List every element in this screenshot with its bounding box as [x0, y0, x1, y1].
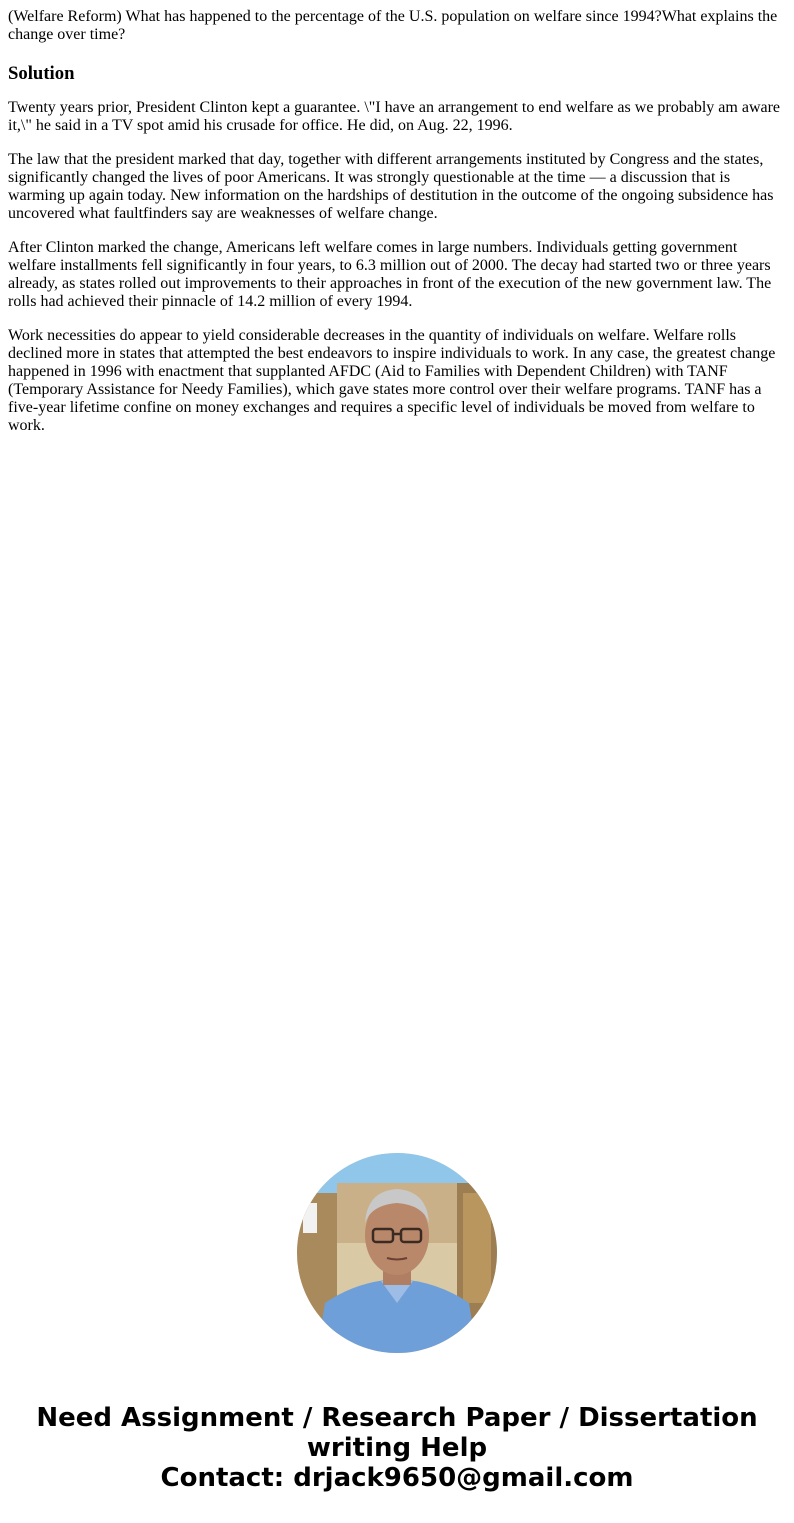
author-avatar [297, 1153, 497, 1353]
person-photo-icon [297, 1153, 497, 1353]
document-body [8, 8, 786, 451]
promo-contact: Contact: drjack9650@gmail.com [160, 1463, 634, 1493]
solution-paragraph-1: Twenty years prior, President Clinton kept a guarantee. \"I have an arrangement to end welfare as we probably am aware it,\" he said in a TV spot amid his crusade for office. He did, on Aug. 22, 1996. [8, 99, 781, 134]
solution-paragraph-4: Work necessities do appear to yield considerable decreases in the quantity of individuals on welfare. Welfare rolls declined more in states that attempted the best endeavors to inspire individuals to work. In any case, the greatest change happened in 1996 with enactment that supplanted AFDC (Aid to Families with Dependent Children) with TANF (Temporary Assistance for Needy Families), which gave states more control over their welfare programs. TANF has a five-year lifetime confine on money exchanges and requires a specific level of individuals be moved from welfare to work. [8, 327, 776, 434]
solution-paragraph-2: The law that the president marked that day, together with different arrangements instituted by Congress and the states, significantly changed the lives of poor Americans. It was strongly questionable at the time — a discussion that is warming up again today. New information on the hardships of destitution in the outcome of the ongoing subsidence has uncovered what faultfinders say are weaknesses of welfare change. [8, 151, 774, 222]
promo-banner [0, 1403, 794, 1493]
question-text: (Welfare Reform) What has happened to the percentage of the U.S. population on welfare since 1994?What explains the change over time? [8, 8, 778, 43]
solution-paragraph-3: After Clinton marked the change, Americans left welfare comes in large numbers. Individuals getting government welfare installments fell significantly in four years, to 6.3 million out of 2000. The decay had started two or three years already, as states rolled out improvements to their approaches in front of the execution of the new government law. The rolls had achieved their pinnacle of 14.2 million of every 1994. [8, 239, 772, 310]
promo-line-1: Need Assignment / Research Paper / Dissertation [36, 1403, 758, 1433]
solution-heading: Solution [8, 63, 75, 84]
promo-line-2: writing Help [306, 1433, 488, 1463]
